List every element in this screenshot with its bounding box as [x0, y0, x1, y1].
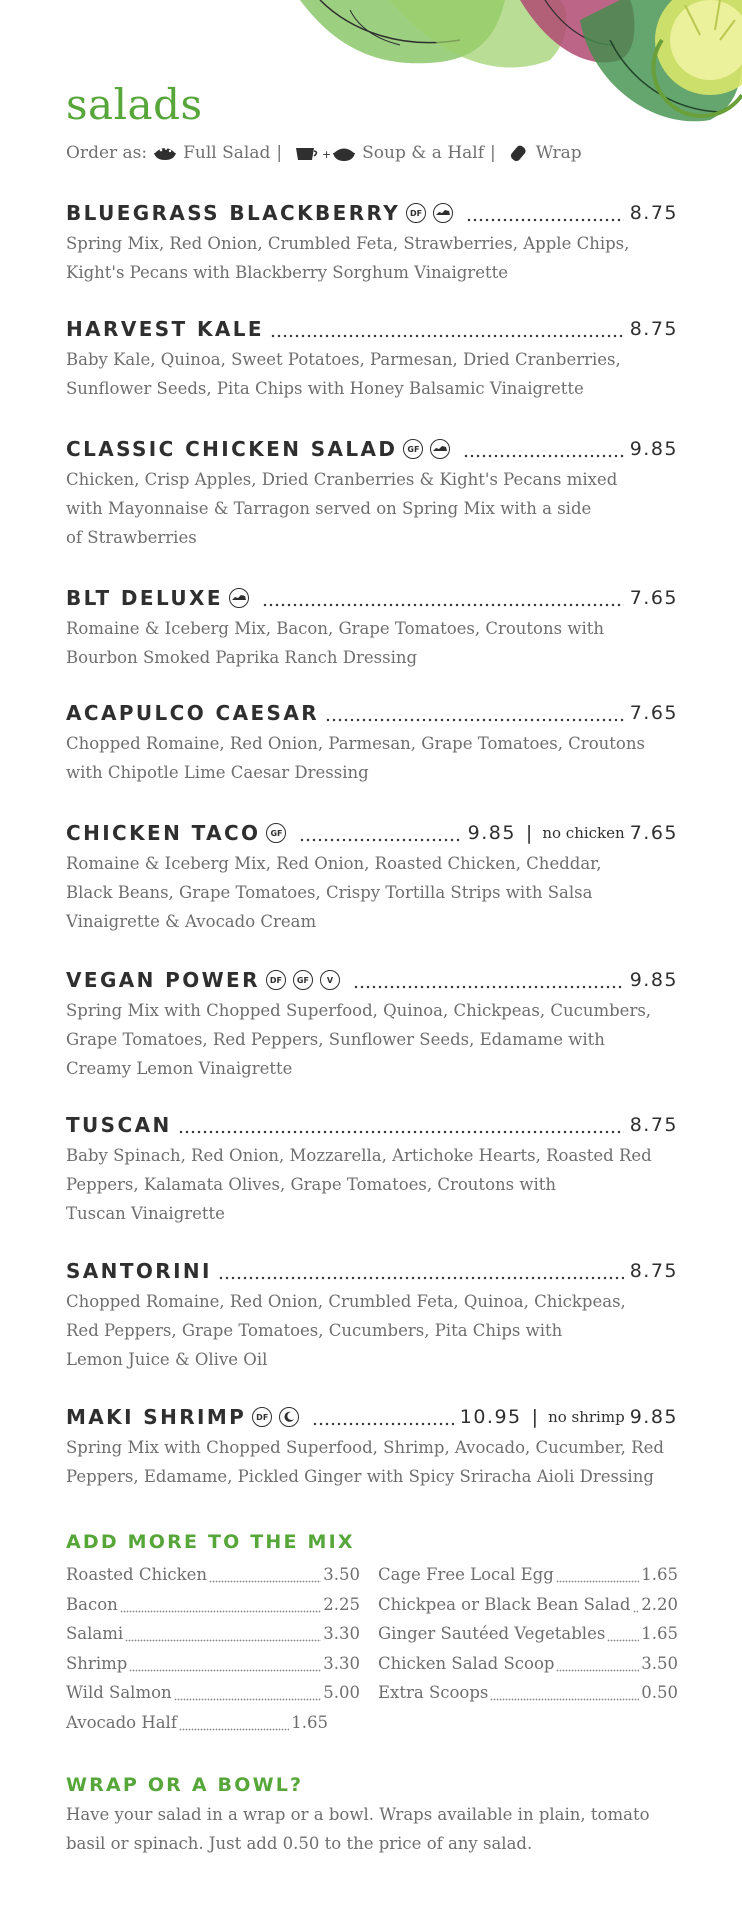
item-description-line: Lemon Juice & Olive Oil	[66, 1350, 268, 1369]
vegetable-watercolor-illustration	[290, 0, 742, 140]
gluten-free-badge: GF	[403, 439, 423, 459]
add-on-label: Shrimp	[66, 1653, 128, 1673]
leader-dots	[262, 583, 624, 613]
item-name: TUSCAN	[66, 1113, 172, 1137]
item-description-line: Romaine & Iceberg Mix, Red Onion, Roasted Chicken, Cheddar,	[66, 854, 602, 873]
item-description-line: Sunflower Seeds, Pita Chips with Honey Balsamic Vinaigrette	[66, 379, 584, 398]
item-description-line: of Strawberries	[66, 528, 197, 547]
add-on-row	[66, 1619, 360, 1649]
add-on-row	[378, 1649, 678, 1679]
item-description-line: Spring Mix with Chopped Superfood, Quinoa, Chickpeas, Cucumbers,	[66, 1001, 652, 1020]
dairy-free-badge: DF	[266, 970, 286, 990]
item-description-line: Vinaigrette & Avocado Cream	[66, 912, 317, 931]
add-on-row	[66, 1649, 360, 1679]
add-more-left-column	[66, 1560, 360, 1737]
item-description-line: Spring Mix, Red Onion, Crumbled Feta, Strawberries, Apple Chips,	[66, 234, 630, 253]
add-on-row	[378, 1619, 678, 1649]
item-price: 8.75	[629, 318, 678, 340]
gluten-free-badge: GF	[266, 823, 286, 843]
price-separator: |	[531, 1406, 539, 1428]
wrap-text-line: basil or spinach. Just add 0.50 to the price of any salad.	[66, 1834, 533, 1853]
kentucky-icon	[229, 588, 249, 608]
separator: |	[276, 143, 283, 163]
item-description-line: Chicken, Crisp Apples, Dried Cranberries & Kight's Pecans mixed	[66, 470, 618, 489]
add-on-price: 3.30	[323, 1653, 360, 1673]
item-price: 9.85	[629, 969, 678, 991]
leader-dots	[312, 1402, 454, 1432]
add-on-row	[66, 1590, 360, 1620]
menu-item	[66, 1110, 678, 1228]
menu-item	[66, 965, 678, 1083]
item-description-line: Baby Spinach, Red Onion, Mozzarella, Artichoke Hearts, Roasted Red	[66, 1146, 652, 1165]
item-description-line: Tuscan Vinaigrette	[66, 1204, 225, 1223]
add-on-price: 3.30	[323, 1624, 360, 1644]
add-on-price: 1.65	[291, 1712, 328, 1732]
item-name: HARVEST KALE	[66, 317, 264, 341]
add-more-right-column	[378, 1560, 678, 1708]
item-price: 8.75	[629, 1260, 678, 1282]
wrap-heading: WRAP OR A BOWL?	[66, 1774, 304, 1796]
order-options	[66, 143, 582, 163]
moon-icon	[279, 1407, 299, 1427]
item-description-line: Romaine & Iceberg Mix, Bacon, Grape Tomatoes, Croutons with	[66, 619, 604, 638]
item-name: ACAPULCO CAESAR	[66, 701, 320, 725]
add-on-label: Bacon	[66, 1594, 118, 1614]
wrap-text-line: Have your salad in a wrap or a bowl. Wraps available in plain, tomato	[66, 1805, 650, 1824]
item-price: 7.65	[629, 587, 678, 609]
add-more-heading: ADD MORE TO THE MIX	[66, 1531, 355, 1553]
dairy-free-badge: DF	[406, 203, 426, 223]
menu-item	[66, 434, 678, 552]
add-on-label: Ginger Sautéed Vegetables	[378, 1624, 606, 1644]
add-on-label: Extra Scoops	[378, 1683, 489, 1703]
add-on-row	[378, 1590, 678, 1620]
dairy-free-badge: DF	[252, 1407, 272, 1427]
item-price: 10.95	[459, 1406, 522, 1428]
order-option-wrap: Wrap	[535, 143, 582, 163]
item-description-line: Peppers, Kalamata Olives, Grape Tomatoes, Croutons with	[66, 1175, 556, 1194]
item-price: 8.75	[629, 202, 678, 224]
item-description-line: Chopped Romaine, Red Onion, Parmesan, Grape Tomatoes, Croutons	[66, 734, 645, 753]
leader-dots	[218, 1256, 624, 1286]
item-description-line: Creamy Lemon Vinaigrette	[66, 1059, 293, 1078]
leader-dots	[299, 818, 461, 848]
separator: |	[490, 143, 496, 163]
leader-dots	[178, 1110, 624, 1140]
add-on-price: 3.50	[323, 1565, 360, 1585]
add-on-label: Chicken Salad Scoop	[378, 1653, 555, 1673]
menu-item	[66, 1402, 678, 1491]
add-on-row	[378, 1678, 678, 1708]
add-on-label: Avocado Half	[66, 1712, 177, 1732]
item-description-line: Baby Kale, Quinoa, Sweet Potatoes, Parmesan, Dried Cranberries,	[66, 350, 621, 369]
price-separator: |	[525, 822, 533, 844]
add-on-label: Chickpea or Black Bean Salad	[378, 1594, 631, 1614]
add-on-price: 5.00	[323, 1683, 360, 1703]
item-description-line: Black Beans, Grape Tomatoes, Crispy Tortilla Strips with Salsa	[66, 883, 593, 902]
add-on-label: Roasted Chicken	[66, 1565, 208, 1585]
menu-item	[66, 1256, 678, 1374]
leader-dots	[325, 698, 624, 728]
add-on-row	[66, 1708, 328, 1738]
item-price: 9.85	[467, 822, 516, 844]
item-description-line: Grape Tomatoes, Red Peppers, Sunflower Seeds, Edamame with	[66, 1030, 605, 1049]
add-on-label: Salami	[66, 1624, 124, 1644]
kentucky-icon	[433, 203, 453, 223]
wrap-description	[66, 1800, 678, 1858]
add-on-price: 1.65	[641, 1565, 678, 1585]
item-description-line: with Mayonnaise & Tarragon served on Spring Mix with a side	[66, 499, 592, 518]
item-description-line: Spring Mix with Chopped Superfood, Shrimp, Avocado, Cucumber, Red	[66, 1438, 664, 1457]
salad-bowl-icon	[153, 145, 177, 161]
leader-dots	[353, 965, 624, 995]
item-alt-price: 7.65	[629, 822, 678, 844]
item-name: CLASSIC CHICKEN SALAD	[66, 437, 398, 461]
add-on-price: 3.50	[641, 1653, 678, 1673]
leader-dots	[270, 314, 624, 344]
add-on-row	[66, 1560, 360, 1590]
item-description-line: Kight's Pecans with Blackberry Sorghum Vinaigrette	[66, 263, 508, 282]
soup-cup-plus-bowl-icon	[294, 144, 356, 162]
menu-item	[66, 198, 678, 287]
item-description-line: Red Peppers, Grape Tomatoes, Cucumbers, Pita Chips with	[66, 1321, 563, 1340]
leader-dots	[463, 434, 623, 464]
item-name: BLUEGRASS BLACKBERRY	[66, 201, 401, 225]
order-option-full-salad: Full Salad	[183, 143, 271, 163]
add-on-price: 2.20	[641, 1594, 678, 1614]
add-on-label: Cage Free Local Egg	[378, 1565, 554, 1585]
item-name: CHICKEN TACO	[66, 821, 261, 845]
item-alt-label: no chicken	[542, 824, 625, 842]
item-description-line: with Chipotle Lime Caesar Dressing	[66, 763, 369, 782]
order-prefix: Order as:	[66, 143, 148, 163]
svg-text:+: +	[322, 148, 332, 161]
add-on-price: 1.65	[641, 1624, 678, 1644]
item-price: 8.75	[629, 1114, 678, 1136]
item-price: 7.65	[629, 702, 678, 724]
vegan-badge: V	[320, 970, 340, 990]
menu-item	[66, 818, 678, 936]
item-name: VEGAN POWER	[66, 968, 260, 992]
add-on-label: Wild Salmon	[66, 1683, 172, 1703]
add-on-price: 2.25	[323, 1594, 360, 1614]
menu-item	[66, 698, 678, 787]
page-title: salads	[66, 80, 203, 129]
menu-item	[66, 583, 678, 672]
gluten-free-badge: GF	[293, 970, 313, 990]
order-option-soup-half: Soup & a Half	[362, 143, 485, 163]
menu-item	[66, 314, 678, 403]
wrap-icon	[508, 144, 530, 162]
item-description-line: Bourbon Smoked Paprika Ranch Dressing	[66, 648, 418, 667]
item-description-line: Chopped Romaine, Red Onion, Crumbled Feta, Quinoa, Chickpeas,	[66, 1292, 626, 1311]
item-price: 9.85	[629, 438, 678, 460]
item-name: BLT DELUXE	[66, 586, 223, 610]
add-on-row	[66, 1678, 360, 1708]
add-on-price: 0.50	[641, 1683, 678, 1703]
item-name: MAKI SHRIMP	[66, 1405, 247, 1429]
item-alt-price: 9.85	[629, 1406, 678, 1428]
item-alt-label: no shrimp	[548, 1408, 625, 1426]
leader-dots	[466, 198, 624, 228]
add-on-row	[378, 1560, 678, 1590]
item-description-line: Peppers, Edamame, Pickled Ginger with Spicy Sriracha Aioli Dressing	[66, 1467, 654, 1486]
item-name: SANTORINI	[66, 1259, 212, 1283]
kentucky-icon	[430, 439, 450, 459]
